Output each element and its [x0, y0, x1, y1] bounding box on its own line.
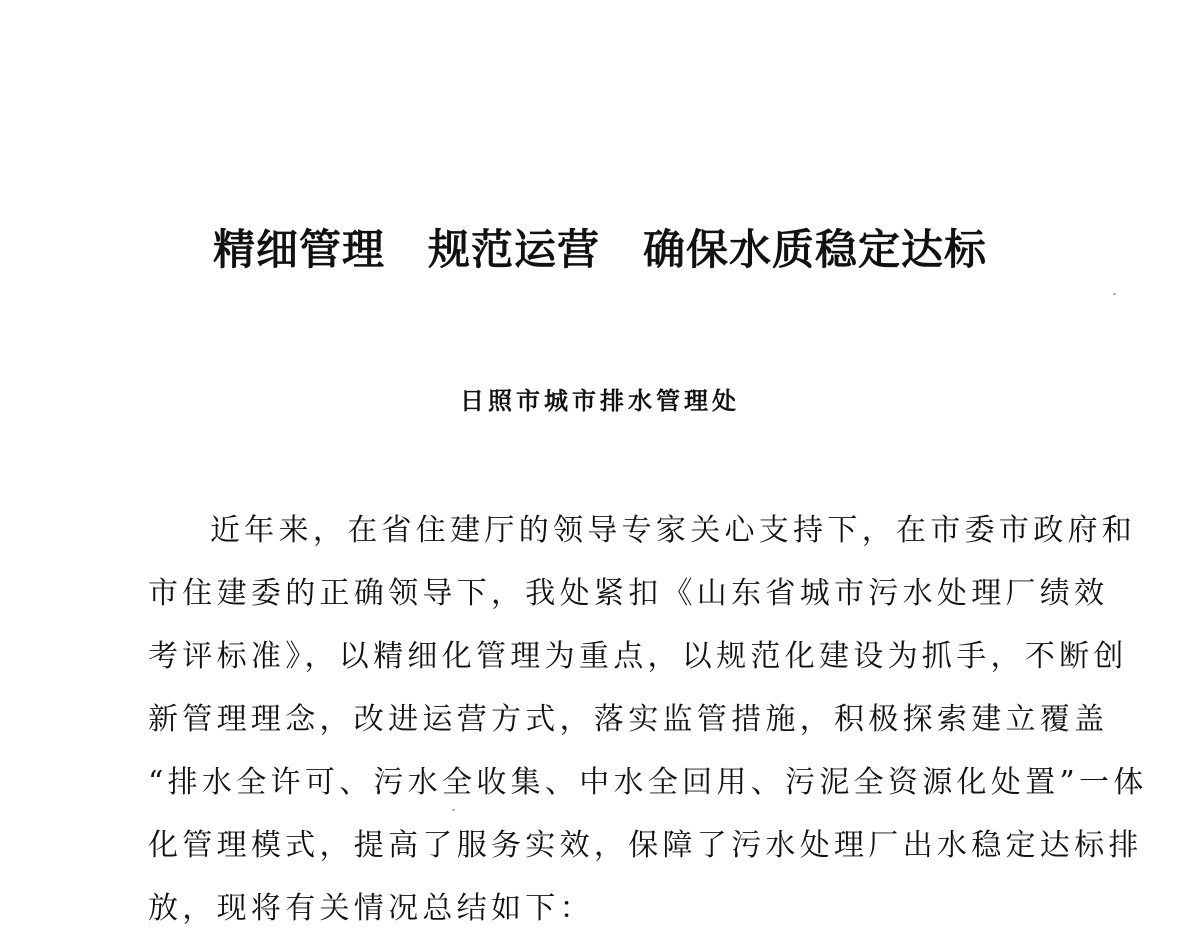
paragraph-line: “排水全许可、污水全收集、中水全回用、污泥全资源化处置”一体 — [148, 765, 1148, 800]
paragraph-line: 考评标准》，以精细化管理为重点，以规范化建设为抓手，不断创 — [148, 639, 1128, 674]
paragraph-line: 新管理理念，改进运营方式，落实监管措施，积极探索建立覆盖 — [148, 702, 1109, 737]
paragraph-line: 市住建委的正确领导下，我处紧扣《山东省城市污水处理厂绩效 — [148, 576, 1109, 611]
document-title: 精细管理 规范运营 确保水质稳定达标 — [212, 225, 987, 274]
scan-speck — [1113, 293, 1116, 295]
paragraph-line: 近年来，在省住建厅的领导专家关心支持下，在市委市政府和 — [210, 513, 1137, 548]
paragraph-line: 化管理模式，提高了服务实效，保障了污水处理厂出水稳定达标排 — [148, 828, 1143, 863]
paragraph-line: 放，现将有关情况总结如下： — [148, 891, 594, 926]
scan-speck — [452, 809, 455, 811]
document-author: 日照市城市排水管理处 — [460, 387, 740, 415]
document-body — [148, 508, 1148, 949]
